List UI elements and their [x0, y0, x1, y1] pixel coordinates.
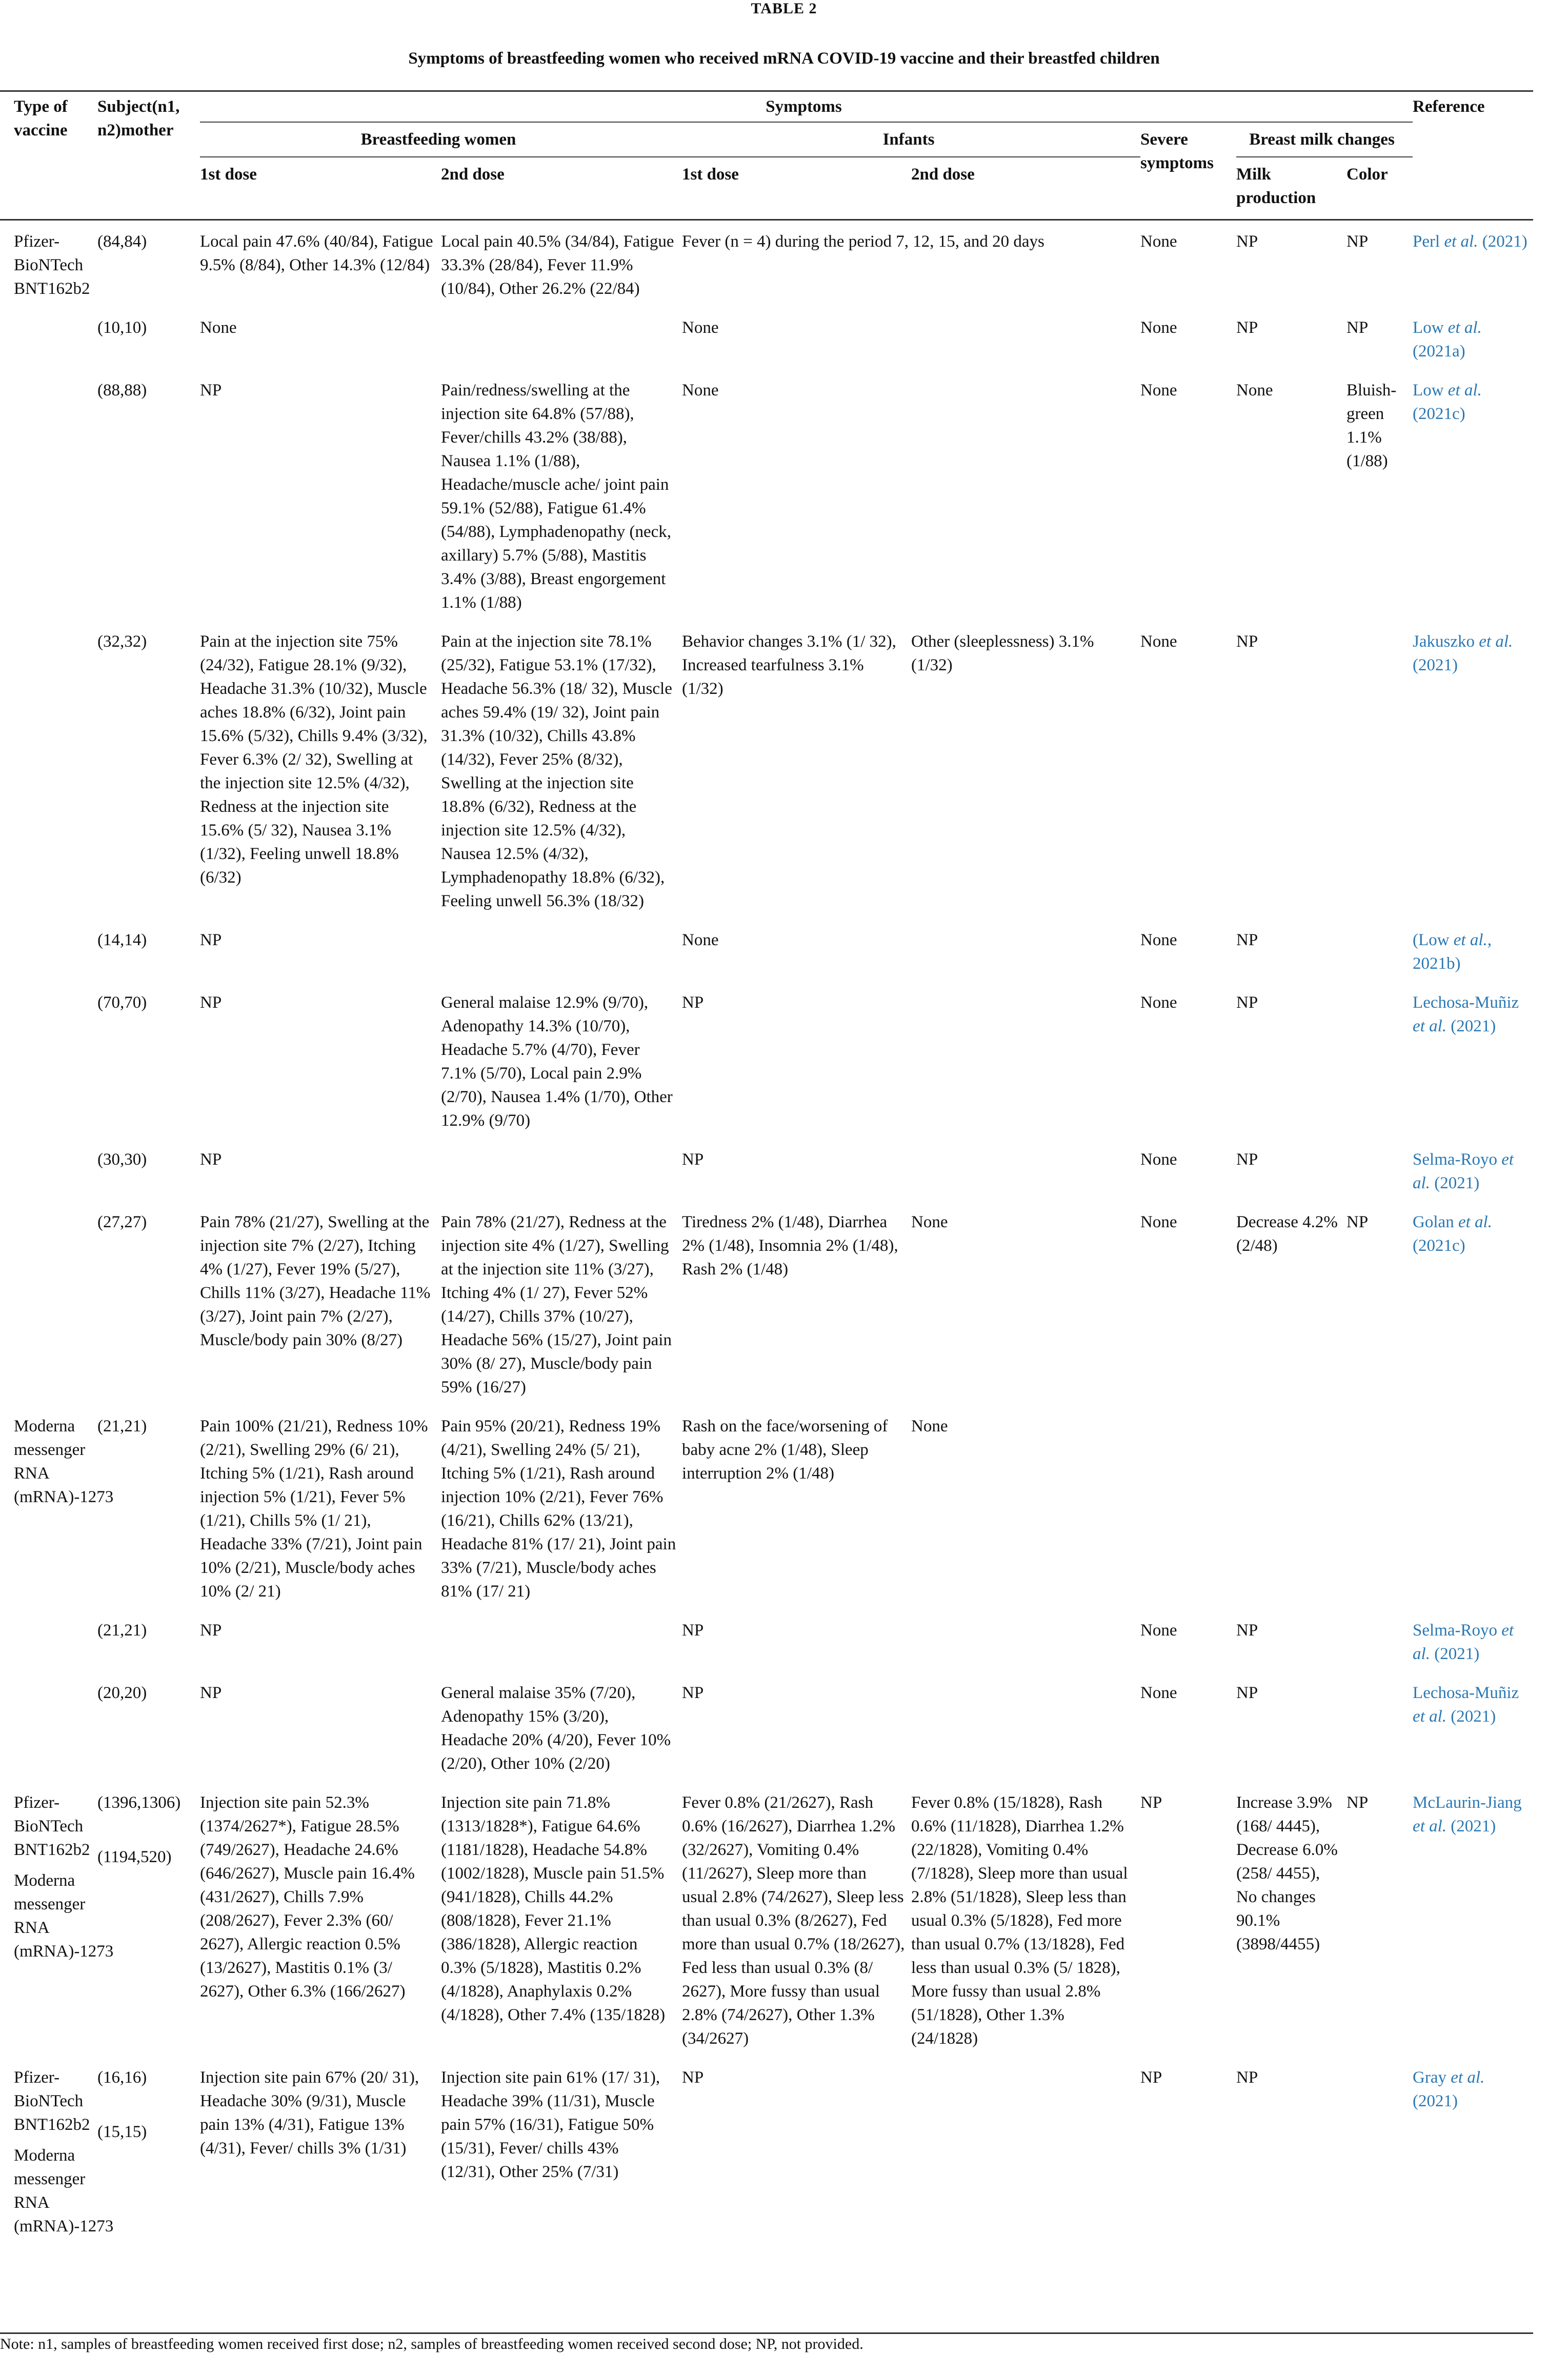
subject-count: (70,70): [97, 993, 147, 1012]
cell-severe-symptoms: [1140, 1405, 1236, 1609]
reference-et-al[interactable]: et al.: [1448, 381, 1482, 400]
cell-severe-symptoms: None: [1140, 381, 1177, 400]
subject-count: (21,21): [97, 1417, 147, 1435]
reference-author[interactable]: Selma-Royo: [1413, 1621, 1502, 1640]
reference-author[interactable]: McLaurin-Jiang: [1413, 1793, 1522, 1812]
header-row-1: [0, 91, 1533, 123]
reference-year[interactable]: (2021a): [1413, 342, 1465, 361]
cell-reference[interactable]: [1413, 369, 1533, 621]
cell-inf-1st-dose: NP: [682, 1150, 704, 1169]
header-inf-2nd-dose: 2nd dose: [911, 165, 975, 184]
cell-severe-symptoms: None: [1140, 1684, 1177, 1702]
subject-count: (32,32): [97, 632, 147, 651]
cell-vaccine: [0, 307, 97, 369]
cell-inf-2nd-dose: None: [911, 1213, 948, 1231]
cell-vaccine: [0, 1201, 97, 1405]
cell-severe-symptoms: None: [1140, 1213, 1177, 1231]
cell-milk-production: NP: [1236, 931, 1258, 949]
reference-et-al[interactable]: et al.: [1451, 2068, 1485, 2087]
cell-vaccine: [0, 1139, 97, 1201]
cell-bw-1st-dose: Pain 100% (21/21), Redness 10% (2/21), Swelling 29% (6/ 21), Itching 5% (1/21), Rash around injection 5% (1/21), Fever 5% (1/21), Chills 5% (1/ 21), Headache 33% (7/21), Joint pain 10% (2/21), Muscle/body aches 10% (2/ 21): [200, 1417, 428, 1601]
cell-severe-symptoms: NP: [1140, 2068, 1162, 2087]
cell-milk-color: [1346, 1139, 1413, 1201]
cell-bw-1st-dose: NP: [200, 931, 222, 949]
reference-et-al[interactable]: et al.: [1413, 1621, 1514, 1663]
reference-et-al[interactable]: et al.: [1444, 232, 1478, 251]
table-row: [0, 307, 1533, 369]
cell-bw-1st-dose: NP: [200, 1621, 222, 1640]
cell-severe-symptoms: NP: [1140, 1793, 1162, 1812]
subject-count-secondary: (15,15): [97, 2123, 147, 2141]
cell-inf-2nd-dose: [911, 982, 1140, 1139]
reference-author[interactable]: Low: [1413, 318, 1448, 337]
cell-milk-color: [1346, 1672, 1413, 1782]
header-subject: Subject(n1, n2)mother: [97, 97, 180, 139]
cell-severe-symptoms: None: [1140, 1150, 1177, 1169]
cell-inf-1st-dose: None: [682, 318, 719, 337]
cell-bw-2nd-dose: General malaise 12.9% (9/70), Adenopathy 14.3% (10/70), Headache 5.7% (4/70), Fever 7.1% (5/70), Local pain 2.9% (2/70), Nausea 1.4% (1/70), Other 12.9% (9/70): [441, 993, 673, 1130]
vaccine-name-secondary: Moderna messenger RNA (mRNA)-1273: [14, 1871, 114, 1961]
cell-inf-2nd-dose: [911, 2057, 1140, 2244]
cell-subject: [97, 982, 200, 1139]
reference-author[interactable]: Golan: [1413, 1213, 1458, 1231]
cell-inf-2nd-dose: Fever 0.8% (15/1828), Rash 0.6% (11/1828), Diarrhea 1.2% (22/1828), Vomiting 0.4% (7/1828), Sleep more than usual 2.8% (51/1828), Sleep less than usual 0.3% (5/1828), Fed more than usual 0.7% (13/1828), Fed less than usual 0.3% (5/ 1828), More fussy than usual 2.8% (51/1828), Other 1.3% (24/1828): [911, 1793, 1128, 2048]
cell-severe-symptoms: None: [1140, 993, 1177, 1012]
cell-milk-production: NP: [1236, 632, 1258, 651]
reference-year[interactable]: (2021): [1430, 1174, 1480, 1192]
vaccine-name: Moderna messenger RNA (mRNA)-1273: [14, 1417, 114, 1506]
reference-year[interactable]: (2021): [1430, 1645, 1480, 1663]
reference-et-al[interactable]: et al.: [1458, 1213, 1492, 1231]
cell-subject: [97, 1782, 200, 2057]
header-reference: Reference: [1413, 97, 1485, 116]
cell-vaccine: [0, 919, 97, 982]
cell-milk-color: [1346, 982, 1413, 1139]
cell-inf-1st-dose: None: [682, 931, 719, 949]
table-bottom-rule: [0, 2332, 1533, 2334]
cell-bw-2nd-dose: General malaise 35% (7/20), Adenopathy 15% (3/20), Headache 20% (4/20), Fever 10% (2/20), Other 10% (2/20): [441, 1684, 671, 1773]
table-row: [0, 1405, 1533, 1609]
cell-milk-color: NP: [1346, 1793, 1369, 1812]
cell-inf-1st-dose: NP: [682, 1621, 704, 1640]
cell-severe-symptoms: None: [1140, 632, 1177, 651]
cell-bw-1st-dose: NP: [200, 1684, 222, 1702]
cell-reference[interactable]: [1413, 982, 1533, 1139]
subject-count: (30,30): [97, 1150, 147, 1169]
cell-bw-1st-dose: NP: [200, 993, 222, 1012]
cell-vaccine: [0, 1672, 97, 1782]
cell-milk-production: NP: [1236, 1150, 1258, 1169]
cell-vaccine: [0, 1609, 97, 1672]
reference-year[interactable]: (2021c): [1413, 405, 1465, 423]
cell-vaccine: [0, 1405, 114, 1609]
cell-bw-2nd-dose: Pain 95% (20/21), Redness 19% (4/21), Swelling 24% (5/ 21), Itching 5% (1/21), Rash around injection 10% (2/21), Fever 76% (16/21), Chills 62% (13/21), Headache 81% (17/ 21), Joint pain 33% (7/21), Muscle/body aches 81% (17/ 21): [441, 1417, 676, 1601]
table-label: TABLE 2: [751, 0, 817, 17]
reference-year[interactable]: (2021c): [1413, 1236, 1465, 1255]
cell-inf-2nd-dose: [911, 307, 1140, 369]
cell-reference[interactable]: [1413, 1201, 1533, 1405]
reference-year[interactable]: (2021): [1446, 1017, 1496, 1035]
header-severe-symptoms: Severe symptoms: [1140, 130, 1214, 172]
cell-milk-color: NP: [1346, 318, 1369, 337]
cell-bw-2nd-dose: Injection site pain 71.8% (1313/1828*), Fatigue 64.6% (1181/1828), Headache 54.8% (1002/1828), Muscle pain 51.5% (941/1828), Chills 44.2% (808/1828), Fever 21.1% (386/1828), Allergic reaction 0.3% (5/1828), Mastitis 0.2% (4/1828), Anaphylaxis 0.2% (4/1828), Other 7.4% (135/1828): [441, 1793, 666, 2024]
header-bw-2nd-dose: 2nd dose: [441, 165, 505, 184]
cell-inf-2nd-dose: None: [911, 1417, 948, 1435]
cell-subject: [97, 369, 200, 621]
reference-et-al[interactable]: et al.: [1479, 632, 1513, 651]
cell-milk-color: [1346, 621, 1413, 919]
cell-bw-1st-dose: None: [200, 318, 237, 337]
cell-inf-1st-dose: Rash on the face/worsening of baby acne 2% (1/48), Sleep interruption 2% (1/48): [682, 1417, 888, 1483]
cell-milk-production: Decrease 4.2% (2/48): [1236, 1213, 1338, 1255]
cell-milk-production: NP: [1236, 2068, 1258, 2087]
cell-bw-2nd-dose: Injection site pain 61% (17/ 31), Headache 39% (11/31), Muscle pain 57% (16/31), Fatigue 50% (15/31), Fever/ chills 43% (12/31), Other 25% (7/31): [441, 2068, 660, 2181]
header-breast-milk-changes: Breast milk changes: [1236, 122, 1413, 157]
symptoms-table: [0, 90, 1533, 2244]
cell-reference[interactable]: [1413, 220, 1533, 307]
table-row: [0, 1672, 1533, 1782]
cell-vaccine: [0, 621, 97, 919]
table-row: [0, 2057, 1533, 2244]
cell-inf-1st-dose: None: [682, 381, 719, 400]
cell-vaccine: [0, 2057, 114, 2244]
cell-inf-2nd-dose: [911, 919, 1140, 982]
table-row: [0, 982, 1533, 1139]
reference-author[interactable]: Selma-Royo: [1413, 1150, 1502, 1169]
cell-reference[interactable]: [1413, 307, 1533, 369]
cell-milk-production: NP: [1236, 1684, 1258, 1702]
reference-author[interactable]: Perl: [1413, 232, 1444, 251]
reference-et-al[interactable]: et al.: [1413, 1150, 1514, 1192]
reference-et-al[interactable]: et al.: [1413, 1707, 1447, 1726]
cell-milk-production: NP: [1236, 232, 1258, 251]
cell-reference[interactable]: [1413, 621, 1533, 919]
table-note: Note: n1, samples of breastfeeding women received first dose; n2, samples of breastfeeding women received second dose; NP, not provided.: [0, 2336, 863, 2352]
cell-inf-1st-dose: Tiredness 2% (1/48), Diarrhea 2% (1/48), Insomnia 2% (1/48), Rash 2% (1/48): [682, 1213, 898, 1279]
reference-author[interactable]: Jakuszko: [1413, 632, 1479, 651]
subject-count: (14,14): [97, 931, 147, 949]
cell-milk-color: NP: [1346, 232, 1369, 251]
cell-vaccine: [0, 1782, 114, 2057]
cell-subject: [97, 1201, 200, 1405]
cell-reference[interactable]: [1413, 1139, 1533, 1201]
cell-bw-2nd-dose: [441, 1139, 682, 1201]
cell-bw-1st-dose: NP: [200, 1150, 222, 1169]
cell-reference[interactable]: [1413, 2057, 1533, 2244]
subject-count: (27,27): [97, 1213, 147, 1231]
cell-bw-1st-dose: Local pain 47.6% (40/84), Fatigue 9.5% (8/84), Other 14.3% (12/84): [200, 232, 433, 274]
cell-bw-1st-dose: Pain 78% (21/27), Swelling at the injection site 7% (2/27), Itching 4% (1/27), Fever 19% (5/27), Chills 11% (3/27), Headache 11% (3/27), Joint pain 7% (2/27), Muscle/body pain 30% (8/27): [200, 1213, 431, 1349]
header-row-3: [0, 157, 1533, 210]
reference-year[interactable]: , 2021b): [1413, 931, 1492, 973]
table-row: [0, 369, 1533, 621]
header-infants: Infants: [682, 122, 1140, 157]
cell-inf-1st-dose: NP: [682, 2068, 704, 2087]
reference-et-al[interactable]: et al.: [1453, 931, 1487, 949]
subject-count: (21,21): [97, 1621, 147, 1640]
reference-author[interactable]: Gray: [1413, 2068, 1451, 2087]
cell-vaccine: [0, 369, 97, 621]
cell-inf-1st-dose: Behavior changes 3.1% (1/ 32), Increased tearfulness 3.1% (1/32): [682, 632, 896, 698]
table-caption: Symptoms of breastfeeding women who received mRNA COVID-19 vaccine and their breastfed children: [408, 49, 1160, 68]
cell-subject: [97, 621, 200, 919]
reference-author[interactable]: Low: [1413, 381, 1448, 400]
reference-year[interactable]: (2021): [1413, 2092, 1458, 2110]
cell-vaccine: [0, 982, 97, 1139]
reference-year[interactable]: (2021): [1413, 656, 1458, 674]
cell-milk-production: NP: [1236, 1621, 1258, 1640]
cell-reference[interactable]: [1413, 919, 1533, 982]
cell-severe-symptoms: None: [1140, 318, 1177, 337]
cell-milk-production: [1236, 1405, 1346, 1609]
subject-count: (84,84): [97, 232, 147, 251]
cell-milk-color: Bluish-green 1.1% (1/88): [1346, 381, 1397, 470]
cell-milk-color: [1346, 1405, 1413, 1609]
cell-inf-2nd-dose: Other (sleeplessness) 3.1% (1/32): [911, 632, 1094, 674]
header-bw-1st-dose: 1st dose: [200, 165, 257, 184]
cell-bw-2nd-dose: Pain/redness/swelling at the injection site 64.8% (57/88), Fever/chills 43.2% (38/88), Nausea 1.1% (1/88), Headache/muscle ache/ joint pain 59.1% (52/88), Fatigue 61.4% (54/88), Lymphadenopathy (neck, axillary) 5.7% (5/88), Mastitis 3.4% (3/88), Breast engorgement 1.1% (1/88): [441, 381, 672, 612]
cell-severe-symptoms: None: [1140, 931, 1177, 949]
vaccine-name: Pfizer-BioNTech BNT162b2: [14, 232, 90, 298]
cell-bw-2nd-dose: Pain 78% (21/27), Redness at the injection site 4% (1/27), Swelling at the injection site 11% (3/27), Itching 4% (1/ 27), Fever 52% (14/27), Chills 37% (10/27), Headache 56% (15/27), Joint pain 30% (8/ 27), Muscle/body pain 59% (16/27): [441, 1213, 672, 1396]
cell-inf-1st-dose: NP: [682, 1684, 704, 1702]
cell-subject: [97, 2057, 200, 2244]
reference-year[interactable]: (2021): [1446, 1707, 1496, 1726]
subject-count: (88,88): [97, 381, 147, 400]
cell-milk-production: NP: [1236, 318, 1258, 337]
cell-bw-2nd-dose: [441, 919, 682, 982]
cell-bw-1st-dose: Injection site pain 52.3% (1374/2627*), Fatigue 28.5% (749/2627), Headache 24.6% (646/2627), Muscle pain 16.4% (431/2627), Chills 7.9% (208/2627), Fever 2.3% (60/ 2627), Allergic reaction 0.5% (13/2627), Mastitis 0.1% (3/ 2627), Other 6.3% (166/2627): [200, 1793, 415, 2001]
cell-infants-both-doses: Fever (n = 4) during the period 7, 12, 15, and 20 days: [682, 232, 1044, 251]
cell-inf-1st-dose: NP: [682, 993, 704, 1012]
header-row-2: [0, 122, 1533, 157]
cell-severe-symptoms: None: [1140, 1621, 1177, 1640]
reference-et-al[interactable]: et al.: [1413, 1017, 1447, 1035]
cell-milk-production: NP: [1236, 993, 1258, 1012]
cell-reference[interactable]: [1413, 1782, 1533, 2057]
cell-subject: [97, 919, 200, 982]
header-breastfeeding-women: Breastfeeding women: [200, 122, 682, 157]
table-row: [0, 1201, 1533, 1405]
reference-year[interactable]: (2021): [1446, 1817, 1496, 1835]
table-row: [0, 1609, 1533, 1672]
header-milk-production: Milk production: [1236, 165, 1316, 207]
subject-count: (20,20): [97, 1684, 147, 1702]
cell-milk-production: None: [1236, 381, 1273, 400]
cell-milk-production: Increase 3.9% (168/ 4445), Decrease 6.0% (258/ 4455), No changes 90.1% (3898/4455): [1236, 1793, 1338, 1953]
cell-inf-2nd-dose: [911, 1139, 1140, 1201]
cell-subject: [97, 307, 200, 369]
cell-bw-2nd-dose: Local pain 40.5% (34/84), Fatigue 33.3% (28/84), Fever 11.9% (10/84), Other 26.2% (22/84): [441, 232, 674, 298]
vaccine-name: Pfizer-BioNTech BNT162b2: [14, 2068, 90, 2134]
cell-bw-2nd-dose: [441, 307, 682, 369]
vaccine-name-secondary: Moderna messenger RNA (mRNA)-1273: [14, 2146, 114, 2236]
reference-author[interactable]: Lechosa-Muñiz: [1413, 993, 1519, 1012]
cell-bw-2nd-dose: Pain at the injection site 78.1% (25/32), Fatigue 53.1% (17/32), Headache 56.3% (18/ 32), Muscle aches 59.4% (19/ 32), Joint pain 31.3% (10/32), Chills 43.8% (14/32), Fever 25% (8/32), Swelling at the injection site 18.8% (6/32), Redness at the injection site 12.5% (4/32), Nausea 12.5% (4/32), Lymphadenopathy 18.8% (6/32), Feeling unwell 56.3% (18/32): [441, 632, 672, 910]
reference-year[interactable]: (2021): [1478, 232, 1527, 251]
header-inf-1st-dose: 1st dose: [682, 165, 739, 184]
cell-inf-2nd-dose: [911, 369, 1140, 621]
cell-milk-color: NP: [1346, 1213, 1369, 1231]
cell-milk-color: [1346, 919, 1413, 982]
reference-et-al[interactable]: et al.: [1448, 318, 1482, 337]
cell-inf-2nd-dose: [911, 1672, 1140, 1782]
subject-count: (1396,1306): [97, 1793, 181, 1812]
cell-subject: [97, 220, 200, 307]
cell-subject: [97, 1609, 200, 1672]
cell-reference[interactable]: [1413, 1672, 1533, 1782]
table-row: [0, 919, 1533, 982]
cell-subject: [97, 1672, 200, 1782]
reference-author[interactable]: (Low: [1413, 931, 1454, 949]
cell-milk-color: [1346, 1609, 1413, 1672]
cell-bw-2nd-dose: [441, 1609, 682, 1672]
cell-reference[interactable]: [1413, 1405, 1533, 1609]
subject-count: (16,16): [97, 2068, 147, 2087]
cell-vaccine: [0, 220, 97, 307]
reference-author[interactable]: Lechosa-Muñiz: [1413, 1684, 1519, 1702]
header-type-of-vaccine: Type of vaccine: [14, 97, 68, 139]
table-row: [0, 1139, 1533, 1201]
table-row: [0, 1782, 1533, 2057]
header-color: Color: [1346, 165, 1388, 184]
cell-subject: [97, 1405, 200, 1609]
cell-inf-2nd-dose: [911, 1609, 1140, 1672]
vaccine-name: Pfizer-BioNTech BNT162b2: [14, 1793, 90, 1859]
header-symptoms: Symptoms: [200, 91, 1413, 123]
cell-milk-color: [1346, 2057, 1413, 2244]
cell-inf-1st-dose: Fever 0.8% (21/2627), Rash 0.6% (16/2627), Diarrhea 1.2% (32/2627), Vomiting 0.4% (11/2627), Sleep more than usual 2.8% (74/2627), Sleep less than usual 0.3% (8/2627), Fed more than usual 0.7% (18/2627), Fed less than usual 0.3% (8/ 2627), More fussy than usual 2.8% (74/2627), Other 1.3% (34/2627): [682, 1793, 905, 2048]
cell-subject: [97, 1139, 200, 1201]
subject-count-secondary: (1194,520): [97, 1848, 172, 1866]
subject-count: (10,10): [97, 318, 147, 337]
cell-bw-1st-dose: Pain at the injection site 75% (24/32), Fatigue 28.1% (9/32), Headache 31.3% (10/32), Muscle aches 18.8% (6/32), Joint pain 15.6% (5/32), Chills 9.4% (3/32), Fever 6.3% (2/ 32), Swelling at the injection site 12.5% (4/32), Redness at the injection site 15.6% (5/ 32), Nausea 3.1% (1/32), Feeling unwell 18.8% (6/32): [200, 632, 428, 887]
cell-reference[interactable]: [1413, 1609, 1533, 1672]
cell-bw-1st-dose: Injection site pain 67% (20/ 31), Headache 30% (9/31), Muscle pain 13% (4/31), Fatigue 13% (4/31), Fever/ chills 3% (1/31): [200, 2068, 419, 2158]
table-row: [0, 621, 1533, 919]
reference-et-al[interactable]: et al.: [1413, 1817, 1447, 1835]
table-row: [0, 220, 1533, 307]
cell-bw-1st-dose: NP: [200, 381, 222, 400]
cell-severe-symptoms: None: [1140, 232, 1177, 251]
